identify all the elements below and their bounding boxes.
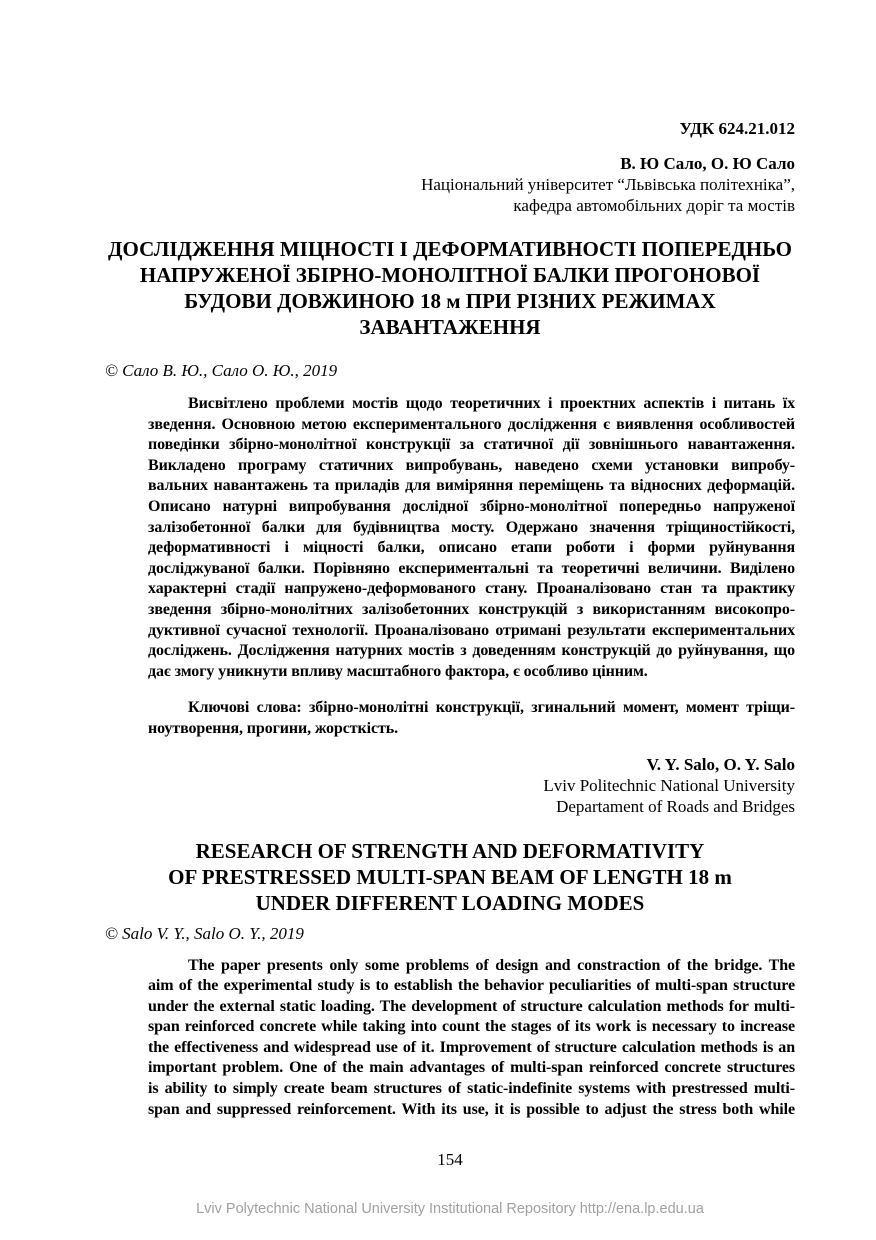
abstract-uk-line: зведення збірно-монолітних залізобетонних конструкцій з використанням високопро-	[148, 600, 795, 618]
title-uk-line-4: ЗАВАНТАЖЕННЯ	[359, 315, 541, 339]
header-block-en	[105, 754, 795, 817]
title-en-line-1: RESEARCH OF STRENGTH AND DEFORMATIVITY	[195, 838, 705, 863]
abstract-uk-line: поведінки збірно-монолітної конструкції за статичної дії зовнішнього навантаження.	[148, 436, 795, 454]
abstract-uk-line: зведення. Основною метою експериментального дослідження є виявлення особливостей	[148, 415, 795, 433]
header-block	[105, 118, 795, 216]
title-uk	[105, 236, 795, 340]
udc-code: УДК 624.21.012	[679, 119, 795, 138]
title-en-line-2: OF PRESTRESSED MULTI-SPAN BEAM OF LENGTH 18 m	[168, 864, 732, 889]
affiliation-en-line-1: Lviv Politechnic National University	[543, 775, 795, 795]
abstract-uk-line: Викладено програму статичних випробувань, наведено схеми установки випробу-	[148, 456, 795, 474]
abstract-uk-line: досліджень. Дослідження натурних мостів з доведенням конструкцій до руйнування, що	[148, 642, 795, 660]
affiliation-uk-line-2: кафедра автомобільних доріг та мостів	[513, 196, 795, 215]
affiliation-uk-line-1: Національний університет “Львівська політехніка”,	[421, 175, 795, 194]
abstract-en-line: under the external static loading. The development of structure calculation methods for multi-	[148, 997, 795, 1015]
authors-uk: В. Ю Сало, О. Ю Сало	[620, 154, 795, 173]
abstract-en-line: aim of the experimental study is to establish the behavior peculiarities of multi-span structure	[148, 977, 795, 995]
abstract-uk-line: дуктивної сучасної технології. Проаналізовано отримані результати експериментальних	[148, 621, 795, 639]
abstract-en-line: important problem. One of the main advantages of multi-span reinforced concrete structures	[148, 1059, 795, 1077]
abstract-uk-line: Висвітлено проблеми мостів щодо теоретичних і проектних аспектів і питань їх	[188, 395, 795, 412]
abstract-en-line: The paper presents only some problems of design and constraction of the bridge. The	[188, 956, 795, 974]
abstract-uk-line: залізобетонної балки для будівництва мосту. Одержано значення тріщиностійкості,	[148, 518, 795, 536]
abstract-uk-line: деформативності і міцності балки, описано етапи роботи і форми руйнування	[148, 539, 795, 557]
abstract-uk-line: вальних навантажень та приладів для виміряння переміщень та відносних деформацій.	[148, 477, 795, 495]
keywords-uk-line: ноутворення, прогини, жорсткість.	[148, 719, 398, 737]
abstract-en	[148, 956, 795, 1121]
abstract-uk-line: характерні стадії напружено-деформованого стану. Проаналізовано стан та практику	[148, 580, 795, 598]
title-en-line-3: UNDER DIFFERENT LOADING MODES	[255, 890, 645, 915]
abstract-uk-line: Описано натурні випробування дослідної збірно-монолітної попередньо напруженої	[148, 497, 795, 515]
title-uk-line-3: БУДОВИ ДОВЖИНОЮ 18 м ПРИ РІЗНИХ РЕЖИМАХ	[184, 289, 716, 313]
keywords-uk	[148, 698, 795, 739]
abstract-uk-line: досліджуваної балки. Порівняно експериментальні та теоретичні величини. Виділено	[148, 559, 795, 577]
abstract-en-line: is ability to simply create beam structures of static-indefinite systems with prestressed multi-	[148, 1080, 795, 1098]
keywords-uk-line: Ключові слова: збірно-монолітні конструкції, згинальний момент, момент тріщи-	[188, 699, 795, 717]
abstract-uk	[148, 394, 795, 682]
abstract-en-line: span reinforced concrete while taking into count the stages of its work is necessary to increase	[148, 1018, 795, 1036]
affiliation-en-line-2: Departament of Roads and Bridges	[556, 796, 795, 816]
copyright-uk: © Сало В. Ю., Сало О. Ю., 2019	[105, 361, 338, 380]
abstract-en-line: span and suppressed reinforcement. With its use, it is possible to adjust the stress both while	[148, 1100, 795, 1118]
abstract-en-line: the effectiveness and widespread use of it. Improvement of structure calculation methods is an	[148, 1038, 795, 1056]
page-number: 154	[437, 1150, 463, 1170]
copyright-en: © Salo V. Y., Salo O. Y., 2019	[105, 923, 304, 943]
authors-en: V. Y. Salo, O. Y. Salo	[646, 754, 795, 774]
title-uk-line-2: НАПРУЖЕНОЇ ЗБІРНО-МОНОЛІТНОЇ БАЛКИ ПРОГОНОВОЇ	[139, 263, 761, 287]
repository-footer: Lviv Polytechnic National University Institutional Repository http://ena.lp.edu.ua	[196, 1201, 704, 1218]
abstract-uk-line: дає змогу уникнути впливу масштабного фактора, є особливо цінним.	[148, 662, 648, 680]
title-en	[105, 838, 795, 916]
title-uk-line-1: ДОСЛІДЖЕННЯ МІЦНОСТІ І ДЕФОРМАТИВНОСТІ ПОПЕРЕДНЬО	[108, 237, 792, 261]
